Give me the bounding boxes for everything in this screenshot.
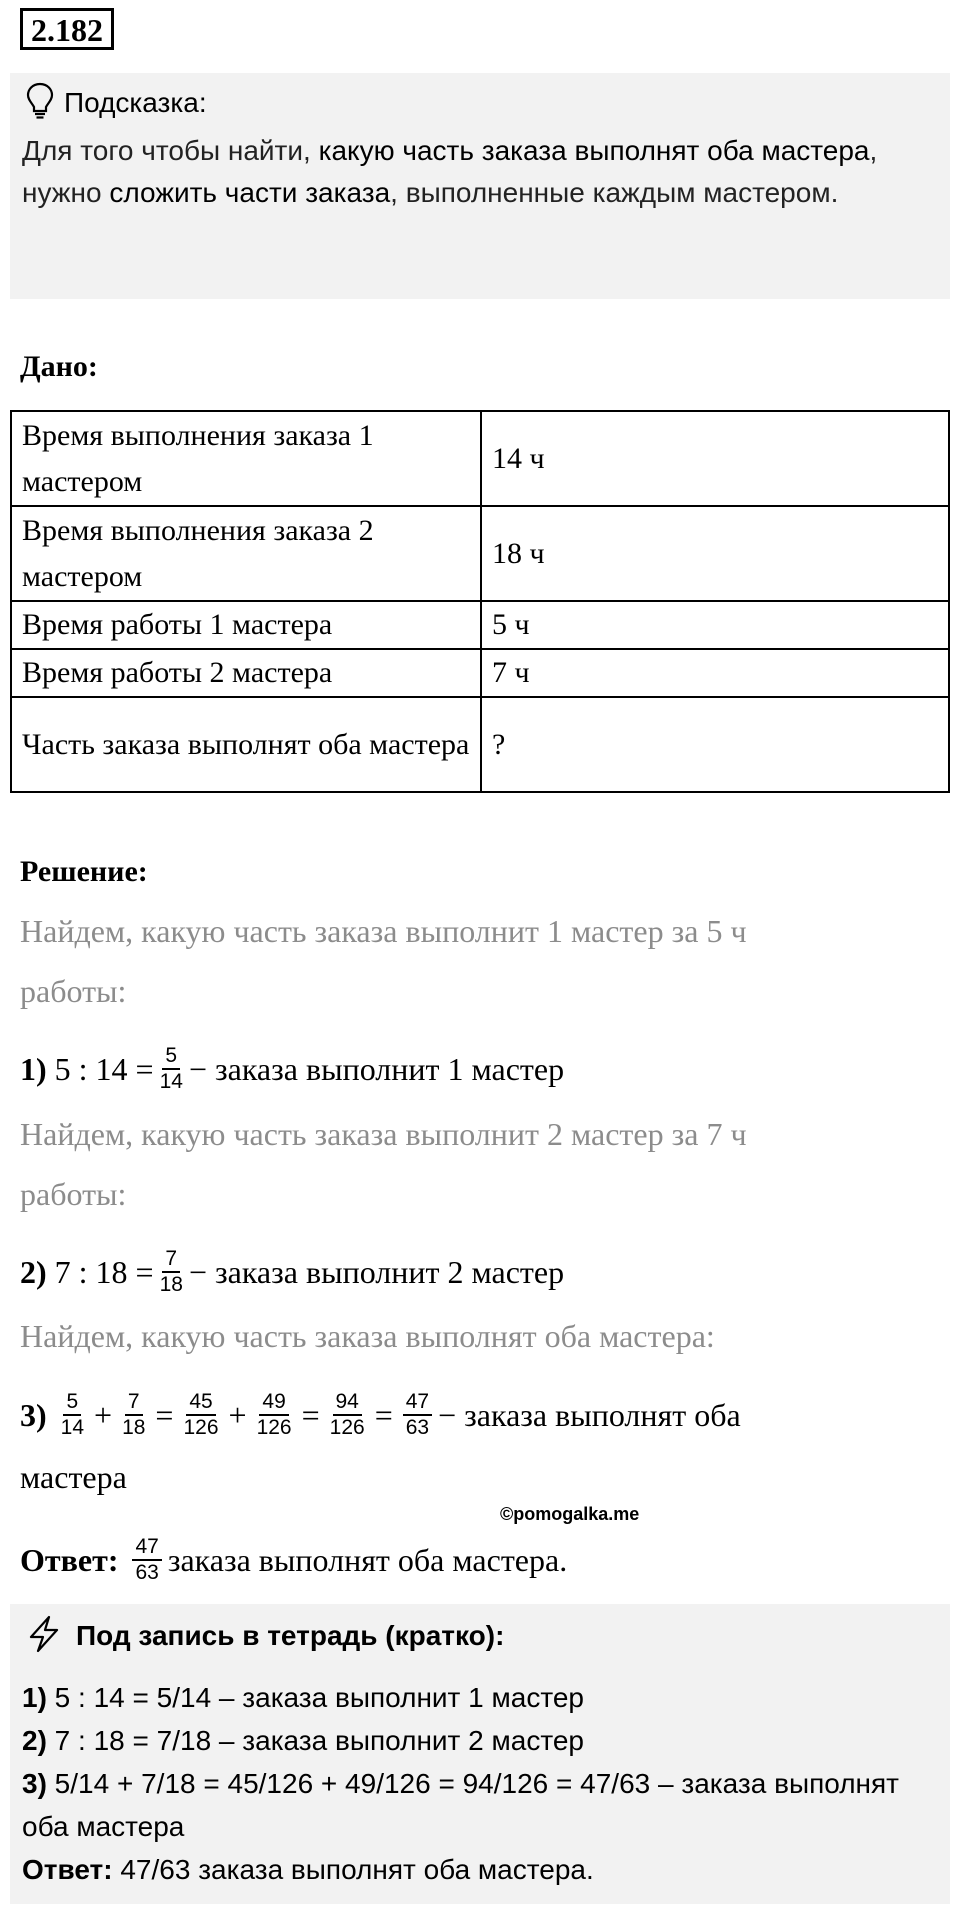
expression: 5 : 14 = [54, 1050, 154, 1087]
step-tail: − заказа выполнит 2 мастер [188, 1253, 565, 1290]
fraction: $\frac{45}{126}$ [183, 1390, 219, 1439]
step1-description: Найдем, какую часть заказа выполнит 1 мастер за 5 ч [20, 913, 747, 949]
table-row [11, 697, 949, 792]
expression: 7 : 18 = [54, 1253, 154, 1290]
table-cell-label: Время работы 1 мастера [11, 601, 481, 649]
answer-text: заказа выполнят оба мастера. [167, 1541, 568, 1578]
fraction: $\frac{5}{14}$ [159, 1044, 183, 1093]
step-tail: − заказа выполнит 1 мастер [188, 1050, 565, 1087]
step-tail: − заказа выполнят оба [438, 1396, 741, 1433]
notebook-title: Под запись в тетрадь (кратко): [76, 1620, 505, 1651]
answer-line [20, 1525, 567, 1595]
lightbulb-icon [24, 81, 56, 126]
table-row [11, 506, 949, 601]
fraction: $\frac{49}{126}$ [256, 1390, 292, 1439]
step-number: 2) [20, 1253, 47, 1290]
step-number: 3) [20, 1396, 47, 1433]
solution-title: Решение: [20, 855, 148, 888]
list-item: 2) 7 : 18 = 7/18 – заказа выполнит 2 мастер [22, 1725, 584, 1756]
given-table [10, 410, 950, 793]
table-row [11, 649, 949, 697]
step3-description: Найдем, какую часть заказа выполнят оба мастера: [20, 1318, 715, 1354]
answer-label: Ответ: [20, 1541, 119, 1578]
problem-number: 2.182 [20, 8, 114, 50]
hint-text: Для того чтобы найти, какую часть заказа выполнят оба мастера, нужно сложить части заказа, выполненные каждым мастером. [22, 135, 878, 208]
hint-box [10, 73, 950, 299]
step-number: 1) [20, 1050, 47, 1087]
step3-equation-cont: мастера [20, 1458, 127, 1495]
hint-bold-1: какую часть заказа выполнят оба мастера [318, 135, 870, 166]
table-cell-value: 5 ч [481, 601, 949, 649]
list-item: 1) 5 : 14 = 5/14 – заказа выполнит 1 мастер [22, 1682, 584, 1713]
table-cell-label: Время выполнения заказа 1 мастером [11, 411, 481, 506]
step1-description-cont: работы: [20, 973, 127, 1009]
watermark: ©pomogalka.me [500, 1504, 640, 1524]
step2-description-cont: работы: [20, 1176, 127, 1212]
step2-description: Найдем, какую часть заказа выполнит 2 мастер за 7 ч [20, 1116, 747, 1152]
step3-equation: 3) $\frac{5}{14}$ + $\frac{7}{18}$ = $\frac{45}{126}$ + $\frac{49}{126}$ = $\frac{94}{126}$ = $\frac{47}{63}$ − заказа выполнят оба [20, 1390, 741, 1439]
notebook-lines [22, 1676, 947, 1891]
table-cell-label: Время выполнения заказа 2 мастером [11, 506, 481, 601]
hint-title: Подсказка: [64, 87, 207, 118]
table-row [11, 601, 949, 649]
table-cell-label: Время работы 2 мастера [11, 649, 481, 697]
fraction: $\frac{47}{63}$ [403, 1390, 432, 1440]
fraction: $\frac{7}{18}$ [159, 1247, 183, 1296]
lightning-icon [24, 1614, 64, 1659]
hint-header [24, 83, 207, 123]
step2-equation [20, 1237, 564, 1307]
list-item: Ответ: 47/63 заказа выполнят оба мастера. [22, 1854, 594, 1885]
fraction: $\frac{7}{18}$ [122, 1390, 146, 1439]
fraction: $\frac{5}{14}$ [60, 1390, 85, 1439]
notebook-box [10, 1604, 950, 1904]
table-cell-value: 18 ч [481, 506, 949, 601]
given-title: Дано: [20, 350, 98, 383]
hint-bold-2: сложить части заказа [109, 177, 391, 208]
step1-equation [20, 1034, 564, 1104]
table-cell-label: Часть заказа выполнят оба мастера [11, 697, 481, 792]
notebook-header [24, 1616, 504, 1656]
table-cell-value: 7 ч [481, 649, 949, 697]
table-cell-value: ? [481, 697, 949, 792]
fraction: $\frac{47}{63}$ [132, 1535, 161, 1585]
table-cell-value: 14 ч [481, 411, 949, 506]
list-item: 3) 5/14 + 7/18 = 45/126 + 49/126 = 94/126 = 47/63 – заказа выполнят оба мастера [22, 1768, 899, 1842]
fraction: $\frac{94}{126}$ [329, 1390, 365, 1439]
table-row [11, 411, 949, 506]
